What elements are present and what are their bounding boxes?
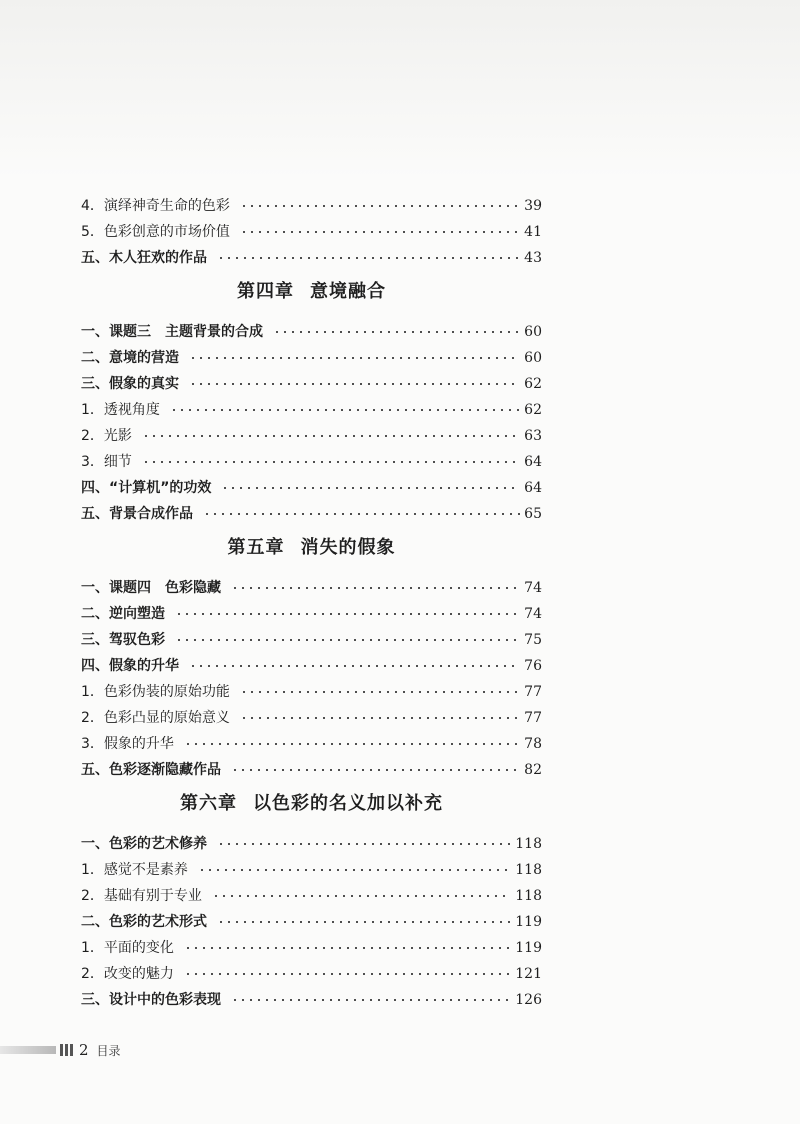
dot-leader xyxy=(231,999,511,1001)
toc-section xyxy=(81,193,542,271)
entry-page-number: 119 xyxy=(515,914,542,930)
entry-title: 3．假象的升华 xyxy=(81,736,174,752)
dot-leader xyxy=(217,257,520,259)
chapter-number: 第四章 xyxy=(237,281,294,302)
toc-entry[interactable] xyxy=(81,627,542,653)
toc-entry[interactable] xyxy=(81,319,542,345)
dot-leader xyxy=(198,869,511,871)
entry-page-number: 126 xyxy=(515,992,542,1008)
toc-entry[interactable] xyxy=(81,705,542,731)
toc-entry[interactable] xyxy=(81,575,542,601)
entry-title: 1．平面的变化 xyxy=(81,940,174,956)
toc-entry[interactable] xyxy=(81,245,542,271)
footer-decoration-marks xyxy=(60,1044,73,1056)
chapter-number: 第五章 xyxy=(227,537,285,558)
entry-title: 4．演绎神奇生命的色彩 xyxy=(81,198,230,214)
entry-page-number: 78 xyxy=(524,736,542,752)
dot-leader xyxy=(142,435,520,437)
page-footer xyxy=(0,1040,200,1060)
entry-page-number: 77 xyxy=(524,710,542,726)
toc-entry[interactable] xyxy=(81,831,542,857)
entry-page-number: 65 xyxy=(524,506,542,522)
dot-leader xyxy=(189,383,520,385)
entry-page-number: 74 xyxy=(524,606,542,622)
chapter-heading xyxy=(81,277,542,307)
entry-title: 一、课题三 主题背景的合成 xyxy=(81,324,263,340)
entry-title: 2．基础有别于专业 xyxy=(81,888,202,904)
dot-leader xyxy=(217,921,511,923)
dot-leader xyxy=(221,487,520,489)
toc-entry[interactable] xyxy=(81,909,542,935)
footer-page-number: 2 xyxy=(79,1041,89,1059)
toc-entry[interactable] xyxy=(81,757,542,783)
dot-leader xyxy=(217,843,511,845)
toc-entry[interactable] xyxy=(81,345,542,371)
dot-leader xyxy=(240,691,520,693)
chapter-heading xyxy=(81,789,542,819)
entry-title: 一、课题四 色彩隐藏 xyxy=(81,580,221,596)
dot-leader xyxy=(175,639,520,641)
toc-entry[interactable] xyxy=(81,601,542,627)
dot-leader xyxy=(184,947,511,949)
dot-leader xyxy=(203,513,520,515)
chapter-title: 以色彩的名义加以补充 xyxy=(253,793,443,814)
toc-entry[interactable] xyxy=(81,857,542,883)
dot-leader xyxy=(231,587,520,589)
entry-title: 四、假象的升华 xyxy=(81,658,179,674)
entry-title: 2．改变的魅力 xyxy=(81,966,174,982)
entry-page-number: 64 xyxy=(524,454,542,470)
toc-entry[interactable] xyxy=(81,219,542,245)
dot-leader xyxy=(240,231,520,233)
entry-title: 二、意境的营造 xyxy=(81,350,179,366)
chapter-title: 消失的假象 xyxy=(300,537,396,558)
toc-entry[interactable] xyxy=(81,987,542,1013)
entry-title: 3．细节 xyxy=(81,454,132,470)
entry-title: 五、木人狂欢的作品 xyxy=(81,250,207,266)
toc-section xyxy=(81,533,542,783)
toc-entry[interactable] xyxy=(81,679,542,705)
dot-leader xyxy=(170,409,520,411)
entry-title: 1．感觉不是素养 xyxy=(81,862,188,878)
entry-title: 二、色彩的艺术形式 xyxy=(81,914,207,930)
entry-page-number: 74 xyxy=(524,580,542,596)
entry-page-number: 75 xyxy=(524,632,542,648)
toc-entry[interactable] xyxy=(81,475,542,501)
entry-page-number: 41 xyxy=(524,224,542,240)
footer-label: 目录 xyxy=(96,1043,121,1058)
entry-page-number: 60 xyxy=(524,350,542,366)
entry-page-number: 39 xyxy=(524,198,542,214)
dot-leader xyxy=(184,973,511,975)
footer-decoration-bar xyxy=(0,1046,56,1054)
entry-page-number: 118 xyxy=(515,836,542,852)
toc-entry[interactable] xyxy=(81,883,542,909)
entry-page-number: 62 xyxy=(524,402,542,418)
entry-title: 一、色彩的艺术修养 xyxy=(81,836,207,852)
dot-leader xyxy=(240,205,520,207)
dot-leader xyxy=(240,717,520,719)
chapter-heading xyxy=(81,533,542,563)
entry-title: 2．色彩凸显的原始意义 xyxy=(81,710,230,726)
entry-page-number: 76 xyxy=(524,658,542,674)
toc-entry[interactable] xyxy=(81,935,542,961)
toc-entry[interactable] xyxy=(81,961,542,987)
entry-page-number: 43 xyxy=(524,250,542,266)
chapter-number: 第六章 xyxy=(180,793,237,814)
entry-page-number: 82 xyxy=(524,762,542,778)
toc-section xyxy=(81,789,542,1013)
table-of-contents xyxy=(81,193,542,1019)
entry-title: 三、驾驭色彩 xyxy=(81,632,165,648)
dot-leader xyxy=(189,665,520,667)
entry-page-number: 77 xyxy=(524,684,542,700)
entry-page-number: 64 xyxy=(524,480,542,496)
page-background xyxy=(0,0,800,180)
toc-entry[interactable] xyxy=(81,653,542,679)
entry-title: 四、“计算机”的功效 xyxy=(81,480,212,496)
entry-title: 三、设计中的色彩表现 xyxy=(81,992,221,1008)
toc-entry[interactable] xyxy=(81,501,542,527)
dot-leader xyxy=(273,331,520,333)
dot-leader xyxy=(175,613,520,615)
dot-leader xyxy=(189,357,520,359)
toc-entry[interactable] xyxy=(81,449,542,475)
entry-title: 五、背景合成作品 xyxy=(81,506,193,522)
toc-entry[interactable] xyxy=(81,423,542,449)
toc-entry[interactable] xyxy=(81,731,542,757)
toc-entry[interactable] xyxy=(81,193,542,219)
toc-entry[interactable] xyxy=(81,397,542,423)
entry-page-number: 118 xyxy=(515,862,542,878)
entry-title: 三、假象的真实 xyxy=(81,376,179,392)
entry-page-number: 63 xyxy=(524,428,542,444)
entry-title: 2．光影 xyxy=(81,428,132,444)
chapter-title: 意境融合 xyxy=(310,281,386,302)
dot-leader xyxy=(212,895,511,897)
dot-leader xyxy=(142,461,520,463)
toc-entry[interactable] xyxy=(81,371,542,397)
entry-page-number: 60 xyxy=(524,324,542,340)
entry-page-number: 119 xyxy=(515,940,542,956)
dot-leader xyxy=(184,743,520,745)
entry-title: 二、逆向塑造 xyxy=(81,606,165,622)
dot-leader xyxy=(231,769,520,771)
toc-section xyxy=(81,277,542,527)
entry-page-number: 118 xyxy=(515,888,542,904)
entry-title: 5．色彩创意的市场价值 xyxy=(81,224,230,240)
entry-title: 五、色彩逐渐隐藏作品 xyxy=(81,762,221,778)
entry-title: 1．透视角度 xyxy=(81,402,160,418)
entry-title: 1．色彩伪装的原始功能 xyxy=(81,684,230,700)
entry-page-number: 62 xyxy=(524,376,542,392)
entry-page-number: 121 xyxy=(515,966,542,982)
